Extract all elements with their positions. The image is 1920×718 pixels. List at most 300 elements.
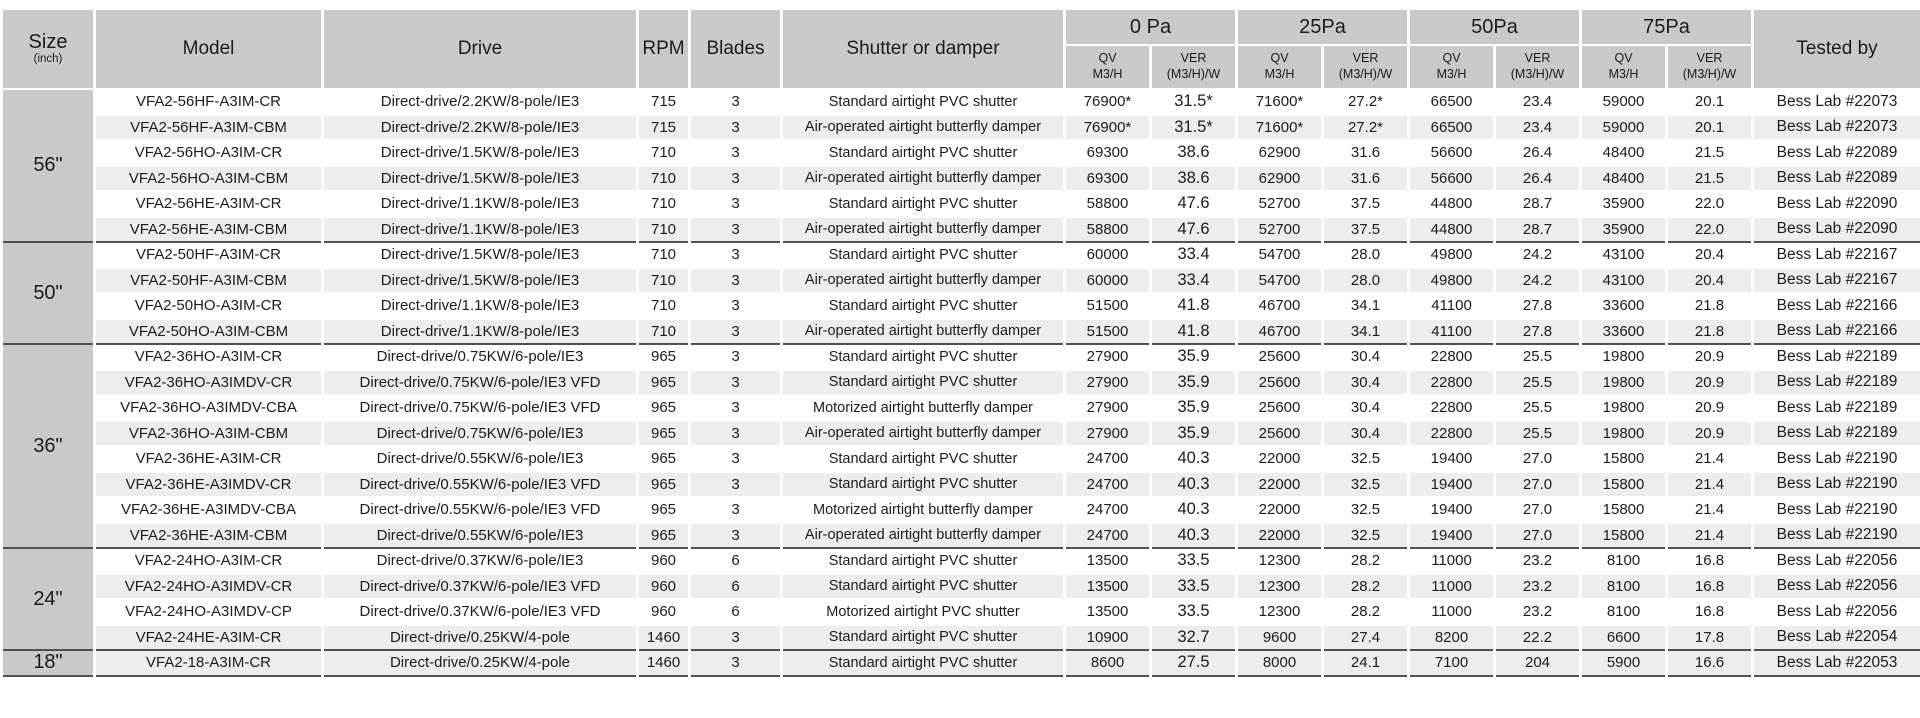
- ver-0pa-cell: 33.5: [1151, 548, 1237, 574]
- table-row: [2, 140, 1920, 166]
- qv-25pa-cell: 46700: [1237, 319, 1323, 345]
- qv-25pa-cell: 62900: [1237, 166, 1323, 192]
- model-cell: VFA2-36HO-A3IMDV-CR: [95, 370, 323, 396]
- ver-75pa-cell: 20.1: [1667, 115, 1753, 141]
- qv-50pa-cell: 22800: [1409, 395, 1495, 421]
- ver-subheader-50pa: VER (M3/H)/W: [1495, 45, 1581, 89]
- fan-spec-table: [0, 8, 1920, 677]
- ver-25pa-cell: 24.1: [1323, 650, 1409, 676]
- qv-25pa-cell: 12300: [1237, 548, 1323, 574]
- ver-0pa-cell: 35.9: [1151, 344, 1237, 370]
- qv-0pa-cell: 24700: [1065, 497, 1151, 523]
- table-row: [2, 115, 1920, 141]
- drive-cell: Direct-drive/0.75KW/6-pole/IE3: [323, 344, 638, 370]
- model-cell: VFA2-36HO-A3IMDV-CBA: [95, 395, 323, 421]
- ver-75pa-cell: 21.5: [1667, 166, 1753, 192]
- qv-75pa-cell: 19800: [1581, 344, 1667, 370]
- rpm-cell: 710: [638, 242, 690, 268]
- model-cell: VFA2-56HO-A3IM-CR: [95, 140, 323, 166]
- pressure-header-25pa: 25Pa: [1237, 9, 1409, 45]
- ver-75pa-cell: 21.4: [1667, 497, 1753, 523]
- ver-50pa-cell: 22.2: [1495, 625, 1581, 651]
- rpm-cell: 710: [638, 268, 690, 294]
- shutter-cell: Motorized airtight PVC shutter: [782, 599, 1065, 625]
- blades-cell: 3: [690, 472, 782, 498]
- qv-75pa-cell: 35900: [1581, 217, 1667, 243]
- rpm-cell: 1460: [638, 625, 690, 651]
- shutter-cell: Standard airtight PVC shutter: [782, 140, 1065, 166]
- ver-25pa-cell: 31.6: [1323, 140, 1409, 166]
- blades-column-header: Blades: [690, 9, 782, 89]
- qv-50pa-cell: 44800: [1409, 217, 1495, 243]
- qv-75pa-cell: 19800: [1581, 370, 1667, 396]
- rpm-cell: 960: [638, 599, 690, 625]
- blades-cell: 3: [690, 523, 782, 549]
- ver-50pa-cell: 27.8: [1495, 293, 1581, 319]
- ver-50pa-cell: 28.7: [1495, 191, 1581, 217]
- qv-25pa-cell: 52700: [1237, 191, 1323, 217]
- blades-cell: 6: [690, 599, 782, 625]
- drive-cell: Direct-drive/0.25KW/4-pole: [323, 625, 638, 651]
- shutter-cell: Standard airtight PVC shutter: [782, 370, 1065, 396]
- shutter-cell: Motorized airtight butterfly damper: [782, 497, 1065, 523]
- model-cell: VFA2-36HE-A3IM-CBM: [95, 523, 323, 549]
- ver-75pa-cell: 16.8: [1667, 574, 1753, 600]
- qv-50pa-cell: 8200: [1409, 625, 1495, 651]
- blades-cell: 3: [690, 191, 782, 217]
- ver-50pa-cell: 23.2: [1495, 599, 1581, 625]
- ver-75pa-cell: 21.8: [1667, 293, 1753, 319]
- tested-by-cell: Bess Lab #22167: [1753, 242, 1920, 268]
- ver-0pa-cell: 35.9: [1151, 370, 1237, 396]
- model-cell: VFA2-36HE-A3IMDV-CBA: [95, 497, 323, 523]
- ver-50pa-cell: 27.8: [1495, 319, 1581, 345]
- ver-75pa-cell: 21.4: [1667, 446, 1753, 472]
- ver-25pa-cell: 37.5: [1323, 217, 1409, 243]
- qv-25pa-cell: 9600: [1237, 625, 1323, 651]
- shutter-cell: Standard airtight PVC shutter: [782, 89, 1065, 115]
- shutter-cell: Standard airtight PVC shutter: [782, 446, 1065, 472]
- qv-50pa-cell: 41100: [1409, 293, 1495, 319]
- drive-cell: Direct-drive/1.1KW/8-pole/IE3: [323, 293, 638, 319]
- size-group-cell: 50": [2, 242, 95, 344]
- drive-cell: Direct-drive/0.75KW/6-pole/IE3 VFD: [323, 395, 638, 421]
- table-row: [2, 599, 1920, 625]
- qv-25pa-cell: 25600: [1237, 344, 1323, 370]
- drive-cell: Direct-drive/1.1KW/8-pole/IE3: [323, 191, 638, 217]
- qv-75pa-cell: 43100: [1581, 242, 1667, 268]
- qv-75pa-cell: 33600: [1581, 293, 1667, 319]
- blades-cell: 3: [690, 446, 782, 472]
- qv-0pa-cell: 69300: [1065, 166, 1151, 192]
- model-cell: VFA2-36HE-A3IM-CR: [95, 446, 323, 472]
- ver-25pa-cell: 28.2: [1323, 599, 1409, 625]
- qv-25pa-cell: 54700: [1237, 268, 1323, 294]
- shutter-cell: Air-operated airtight butterfly damper: [782, 523, 1065, 549]
- size-header-unit: (inch): [33, 53, 63, 66]
- shutter-cell: Standard airtight PVC shutter: [782, 574, 1065, 600]
- model-cell: VFA2-56HO-A3IM-CBM: [95, 166, 323, 192]
- ver-75pa-cell: 20.4: [1667, 242, 1753, 268]
- qv-50pa-cell: 44800: [1409, 191, 1495, 217]
- qv-subheader-75pa: QV M3/H: [1581, 45, 1667, 89]
- model-cell: VFA2-50HF-A3IM-CBM: [95, 268, 323, 294]
- tested-by-cell: Bess Lab #22056: [1753, 574, 1920, 600]
- drive-cell: Direct-drive/0.55KW/6-pole/IE3: [323, 446, 638, 472]
- qv-25pa-cell: 25600: [1237, 370, 1323, 396]
- blades-cell: 3: [690, 140, 782, 166]
- qv-50pa-cell: 66500: [1409, 89, 1495, 115]
- rpm-cell: 710: [638, 217, 690, 243]
- qv-0pa-cell: 24700: [1065, 446, 1151, 472]
- tested-by-cell: Bess Lab #22189: [1753, 395, 1920, 421]
- ver-50pa-cell: 27.0: [1495, 497, 1581, 523]
- drive-cell: Direct-drive/0.55KW/6-pole/IE3 VFD: [323, 497, 638, 523]
- qv-75pa-cell: 8100: [1581, 574, 1667, 600]
- qv-75pa-cell: 15800: [1581, 523, 1667, 549]
- shutter-cell: Air-operated airtight butterfly damper: [782, 115, 1065, 141]
- ver-75pa-cell: 16.8: [1667, 599, 1753, 625]
- qv-50pa-cell: 49800: [1409, 242, 1495, 268]
- ver-25pa-cell: 37.5: [1323, 191, 1409, 217]
- shutter-cell: Standard airtight PVC shutter: [782, 293, 1065, 319]
- ver-25pa-cell: 27.2*: [1323, 115, 1409, 141]
- ver-75pa-cell: 21.5: [1667, 140, 1753, 166]
- ver-0pa-cell: 41.8: [1151, 319, 1237, 345]
- ver-75pa-cell: 16.8: [1667, 548, 1753, 574]
- qv-50pa-cell: 49800: [1409, 268, 1495, 294]
- ver-75pa-cell: 17.8: [1667, 625, 1753, 651]
- ver-25pa-cell: 32.5: [1323, 472, 1409, 498]
- rpm-cell: 965: [638, 344, 690, 370]
- table-row: [2, 217, 1920, 243]
- ver-25pa-cell: 30.4: [1323, 395, 1409, 421]
- table-row: [2, 472, 1920, 498]
- qv-25pa-cell: 25600: [1237, 395, 1323, 421]
- ver-0pa-cell: 33.4: [1151, 268, 1237, 294]
- size-group-cell: 56": [2, 89, 95, 242]
- qv-75pa-cell: 19800: [1581, 395, 1667, 421]
- ver-50pa-cell: 24.2: [1495, 268, 1581, 294]
- qv-0pa-cell: 58800: [1065, 191, 1151, 217]
- qv-50pa-cell: 41100: [1409, 319, 1495, 345]
- tested-by-cell: Bess Lab #22053: [1753, 650, 1920, 676]
- table-row: [2, 421, 1920, 447]
- qv-75pa-cell: 6600: [1581, 625, 1667, 651]
- rpm-cell: 965: [638, 523, 690, 549]
- rpm-cell: 710: [638, 293, 690, 319]
- ver-0pa-cell: 31.5*: [1151, 115, 1237, 141]
- tested-by-cell: Bess Lab #22090: [1753, 217, 1920, 243]
- shutter-cell: Standard airtight PVC shutter: [782, 650, 1065, 676]
- qv-25pa-cell: 52700: [1237, 217, 1323, 243]
- ver-75pa-cell: 20.1: [1667, 89, 1753, 115]
- blades-cell: 3: [690, 319, 782, 345]
- model-column-header: Model: [95, 9, 323, 89]
- ver-0pa-cell: 40.3: [1151, 472, 1237, 498]
- ver-50pa-cell: 25.5: [1495, 344, 1581, 370]
- blades-cell: 3: [690, 395, 782, 421]
- table-row: [2, 319, 1920, 345]
- rpm-cell: 710: [638, 140, 690, 166]
- ver-0pa-cell: 40.3: [1151, 497, 1237, 523]
- rpm-cell: 710: [638, 191, 690, 217]
- qv-75pa-cell: 59000: [1581, 89, 1667, 115]
- qv-50pa-cell: 19400: [1409, 472, 1495, 498]
- drive-cell: Direct-drive/1.5KW/8-pole/IE3: [323, 140, 638, 166]
- table-row: [2, 166, 1920, 192]
- tested-by-cell: Bess Lab #22190: [1753, 446, 1920, 472]
- ver-25pa-cell: 28.0: [1323, 242, 1409, 268]
- qv-75pa-cell: 15800: [1581, 497, 1667, 523]
- qv-75pa-cell: 43100: [1581, 268, 1667, 294]
- ver-25pa-cell: 28.0: [1323, 268, 1409, 294]
- qv-75pa-cell: 8100: [1581, 599, 1667, 625]
- ver-subheader-0pa: VER (M3/H)/W: [1151, 45, 1237, 89]
- qv-50pa-cell: 22800: [1409, 344, 1495, 370]
- ver-0pa-cell: 47.6: [1151, 191, 1237, 217]
- ver-75pa-cell: 16.6: [1667, 650, 1753, 676]
- ver-subheader-25pa: VER (M3/H)/W: [1323, 45, 1409, 89]
- ver-25pa-cell: 28.2: [1323, 574, 1409, 600]
- qv-0pa-cell: 8600: [1065, 650, 1151, 676]
- qv-75pa-cell: 5900: [1581, 650, 1667, 676]
- rpm-cell: 960: [638, 548, 690, 574]
- table-row: [2, 650, 1920, 676]
- shutter-cell: Motorized airtight butterfly damper: [782, 395, 1065, 421]
- shutter-cell: Air-operated airtight butterfly damper: [782, 421, 1065, 447]
- ver-75pa-cell: 21.8: [1667, 319, 1753, 345]
- model-cell: VFA2-56HF-A3IM-CR: [95, 89, 323, 115]
- qv-25pa-cell: 22000: [1237, 446, 1323, 472]
- model-cell: VFA2-36HO-A3IM-CBM: [95, 421, 323, 447]
- qv-25pa-cell: 12300: [1237, 574, 1323, 600]
- qv-75pa-cell: 8100: [1581, 548, 1667, 574]
- ver-0pa-cell: 47.6: [1151, 217, 1237, 243]
- qv-0pa-cell: 60000: [1065, 242, 1151, 268]
- shutter-cell: Standard airtight PVC shutter: [782, 191, 1065, 217]
- table-row: [2, 548, 1920, 574]
- ver-75pa-cell: 20.9: [1667, 344, 1753, 370]
- ver-0pa-cell: 33.5: [1151, 574, 1237, 600]
- ver-0pa-cell: 33.4: [1151, 242, 1237, 268]
- model-cell: VFA2-24HO-A3IMDV-CP: [95, 599, 323, 625]
- ver-0pa-cell: 40.3: [1151, 446, 1237, 472]
- rpm-cell: 715: [638, 89, 690, 115]
- qv-50pa-cell: 11000: [1409, 599, 1495, 625]
- qv-0pa-cell: 27900: [1065, 370, 1151, 396]
- ver-0pa-cell: 32.7: [1151, 625, 1237, 651]
- qv-50pa-cell: 11000: [1409, 574, 1495, 600]
- drive-cell: Direct-drive/1.1KW/8-pole/IE3: [323, 217, 638, 243]
- ver-25pa-cell: 32.5: [1323, 446, 1409, 472]
- qv-75pa-cell: 48400: [1581, 166, 1667, 192]
- qv-25pa-cell: 8000: [1237, 650, 1323, 676]
- shutter-cell: Air-operated airtight butterfly damper: [782, 319, 1065, 345]
- ver-25pa-cell: 30.4: [1323, 370, 1409, 396]
- ver-25pa-cell: 27.4: [1323, 625, 1409, 651]
- model-cell: VFA2-50HO-A3IM-CR: [95, 293, 323, 319]
- rpm-column-header: RPM: [638, 9, 690, 89]
- table-row: [2, 242, 1920, 268]
- shutter-cell: Standard airtight PVC shutter: [782, 548, 1065, 574]
- ver-0pa-cell: 38.6: [1151, 140, 1237, 166]
- qv-0pa-cell: 51500: [1065, 293, 1151, 319]
- ver-75pa-cell: 20.9: [1667, 421, 1753, 447]
- tested-by-cell: Bess Lab #22166: [1753, 319, 1920, 345]
- drive-cell: Direct-drive/0.55KW/6-pole/IE3 VFD: [323, 472, 638, 498]
- rpm-cell: 965: [638, 497, 690, 523]
- qv-75pa-cell: 48400: [1581, 140, 1667, 166]
- shutter-cell: Standard airtight PVC shutter: [782, 625, 1065, 651]
- blades-cell: 3: [690, 166, 782, 192]
- tested-by-cell: Bess Lab #22190: [1753, 497, 1920, 523]
- shutter-column-header: Shutter or damper: [782, 9, 1065, 89]
- model-cell: VFA2-36HO-A3IM-CR: [95, 344, 323, 370]
- qv-0pa-cell: 27900: [1065, 421, 1151, 447]
- qv-0pa-cell: 24700: [1065, 523, 1151, 549]
- pressure-header-50pa: 50Pa: [1409, 9, 1581, 45]
- table-row: [2, 370, 1920, 396]
- shutter-cell: Air-operated airtight butterfly damper: [782, 166, 1065, 192]
- model-cell: VFA2-56HE-A3IM-CBM: [95, 217, 323, 243]
- qv-0pa-cell: 58800: [1065, 217, 1151, 243]
- table-row: [2, 268, 1920, 294]
- qv-0pa-cell: 13500: [1065, 574, 1151, 600]
- blades-cell: 3: [690, 89, 782, 115]
- table-row: [2, 89, 1920, 115]
- ver-0pa-cell: 33.5: [1151, 599, 1237, 625]
- drive-cell: Direct-drive/0.37KW/6-pole/IE3: [323, 548, 638, 574]
- qv-50pa-cell: 22800: [1409, 370, 1495, 396]
- tested-by-cell: Bess Lab #22056: [1753, 599, 1920, 625]
- qv-subheader-0pa: QV M3/H: [1065, 45, 1151, 89]
- qv-subheader-25pa: QV M3/H: [1237, 45, 1323, 89]
- model-cell: VFA2-24HO-A3IMDV-CR: [95, 574, 323, 600]
- tested-by-cell: Bess Lab #22073: [1753, 115, 1920, 141]
- drive-cell: Direct-drive/1.5KW/8-pole/IE3: [323, 268, 638, 294]
- shutter-cell: Standard airtight PVC shutter: [782, 344, 1065, 370]
- qv-25pa-cell: 22000: [1237, 497, 1323, 523]
- rpm-cell: 965: [638, 472, 690, 498]
- tested-by-cell: Bess Lab #22166: [1753, 293, 1920, 319]
- blades-cell: 3: [690, 242, 782, 268]
- tested-by-cell: Bess Lab #22090: [1753, 191, 1920, 217]
- blades-cell: 3: [690, 370, 782, 396]
- qv-50pa-cell: 19400: [1409, 446, 1495, 472]
- shutter-cell: Standard airtight PVC shutter: [782, 472, 1065, 498]
- size-group-cell: 36": [2, 344, 95, 548]
- tested-by-column-header: Tested by: [1753, 9, 1920, 89]
- qv-50pa-cell: 19400: [1409, 497, 1495, 523]
- ver-25pa-cell: 34.1: [1323, 293, 1409, 319]
- qv-0pa-cell: 76900*: [1065, 115, 1151, 141]
- pressure-header-75pa: 75Pa: [1581, 9, 1753, 45]
- model-cell: VFA2-56HE-A3IM-CR: [95, 191, 323, 217]
- tested-by-cell: Bess Lab #22189: [1753, 370, 1920, 396]
- model-cell: VFA2-56HF-A3IM-CBM: [95, 115, 323, 141]
- model-cell: VFA2-18-A3IM-CR: [95, 650, 323, 676]
- tested-by-cell: Bess Lab #22056: [1753, 548, 1920, 574]
- qv-0pa-cell: 60000: [1065, 268, 1151, 294]
- table-row: [2, 523, 1920, 549]
- qv-75pa-cell: 15800: [1581, 472, 1667, 498]
- qv-0pa-cell: 27900: [1065, 344, 1151, 370]
- ver-50pa-cell: 23.2: [1495, 574, 1581, 600]
- rpm-cell: 1460: [638, 650, 690, 676]
- table-row: [2, 191, 1920, 217]
- qv-75pa-cell: 19800: [1581, 421, 1667, 447]
- qv-75pa-cell: 15800: [1581, 446, 1667, 472]
- ver-50pa-cell: 23.4: [1495, 89, 1581, 115]
- rpm-cell: 965: [638, 446, 690, 472]
- ver-50pa-cell: 23.4: [1495, 115, 1581, 141]
- qv-0pa-cell: 76900*: [1065, 89, 1151, 115]
- qv-0pa-cell: 69300: [1065, 140, 1151, 166]
- ver-0pa-cell: 40.3: [1151, 523, 1237, 549]
- table-row: [2, 574, 1920, 600]
- rpm-cell: 960: [638, 574, 690, 600]
- pressure-header-0pa: 0 Pa: [1065, 9, 1237, 45]
- ver-75pa-cell: 20.9: [1667, 395, 1753, 421]
- tested-by-cell: Bess Lab #22190: [1753, 472, 1920, 498]
- ver-25pa-cell: 34.1: [1323, 319, 1409, 345]
- blades-cell: 3: [690, 217, 782, 243]
- rpm-cell: 965: [638, 370, 690, 396]
- qv-50pa-cell: 11000: [1409, 548, 1495, 574]
- qv-25pa-cell: 22000: [1237, 523, 1323, 549]
- drive-column-header: Drive: [323, 9, 638, 89]
- qv-50pa-cell: 56600: [1409, 140, 1495, 166]
- table-row: [2, 497, 1920, 523]
- tested-by-cell: Bess Lab #22190: [1753, 523, 1920, 549]
- ver-50pa-cell: 24.2: [1495, 242, 1581, 268]
- ver-75pa-cell: 21.4: [1667, 472, 1753, 498]
- tested-by-cell: Bess Lab #22054: [1753, 625, 1920, 651]
- drive-cell: Direct-drive/0.75KW/6-pole/IE3 VFD: [323, 370, 638, 396]
- qv-0pa-cell: 24700: [1065, 472, 1151, 498]
- qv-25pa-cell: 71600*: [1237, 89, 1323, 115]
- size-group-cell: 18": [2, 650, 95, 676]
- ver-50pa-cell: 27.0: [1495, 446, 1581, 472]
- qv-25pa-cell: 12300: [1237, 599, 1323, 625]
- ver-0pa-cell: 41.8: [1151, 293, 1237, 319]
- blades-cell: 3: [690, 268, 782, 294]
- blades-cell: 3: [690, 497, 782, 523]
- ver-50pa-cell: 27.0: [1495, 472, 1581, 498]
- ver-25pa-cell: 28.2: [1323, 548, 1409, 574]
- shutter-cell: Standard airtight PVC shutter: [782, 242, 1065, 268]
- qv-0pa-cell: 10900: [1065, 625, 1151, 651]
- table-row: [2, 344, 1920, 370]
- tested-by-cell: Bess Lab #22089: [1753, 140, 1920, 166]
- qv-0pa-cell: 27900: [1065, 395, 1151, 421]
- model-cell: VFA2-50HF-A3IM-CR: [95, 242, 323, 268]
- qv-50pa-cell: 7100: [1409, 650, 1495, 676]
- ver-75pa-cell: 20.4: [1667, 268, 1753, 294]
- blades-cell: 6: [690, 574, 782, 600]
- qv-0pa-cell: 13500: [1065, 548, 1151, 574]
- table-row: [2, 293, 1920, 319]
- size-group-cell: 24": [2, 548, 95, 650]
- qv-25pa-cell: 46700: [1237, 293, 1323, 319]
- size-column-header: [2, 9, 95, 89]
- tested-by-cell: Bess Lab #22073: [1753, 89, 1920, 115]
- ver-0pa-cell: 35.9: [1151, 421, 1237, 447]
- rpm-cell: 710: [638, 319, 690, 345]
- tested-by-cell: Bess Lab #22189: [1753, 344, 1920, 370]
- qv-50pa-cell: 22800: [1409, 421, 1495, 447]
